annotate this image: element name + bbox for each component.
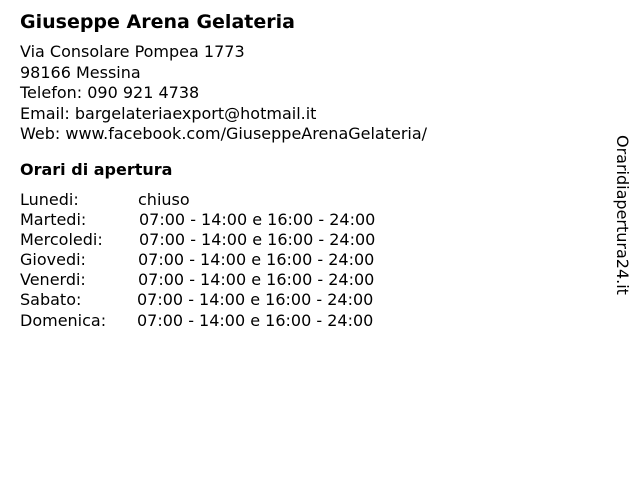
- time-value: chiuso: [138, 189, 190, 209]
- time-value: 07:00 - 14:00 e 16:00 - 24:00: [139, 209, 376, 229]
- web-line: Web: www.facebook.com/GiuseppeArenaGelateria/: [20, 124, 428, 143]
- city-line: 98166 Messina: [20, 62, 141, 82]
- email-line: Email: bargelateriaexport@hotmail.it: [20, 103, 317, 123]
- day-label: Venerdi:: [20, 270, 86, 290]
- hours-row-sabato: [20, 290, 600, 310]
- time-value: 07:00 - 14:00 e 16:00 - 24:00: [138, 270, 375, 290]
- day-label: Lunedi:: [20, 189, 79, 209]
- hours-row-lunedi: [20, 190, 600, 210]
- time-value: 07:00 - 14:00 e 16:00 - 24:00: [137, 310, 374, 330]
- hours-row-domenica: [20, 311, 600, 331]
- phone-line: Telefon: 090 921 4738: [20, 83, 200, 102]
- day-label: Mercoledi:: [20, 229, 103, 249]
- time-value: 07:00 - 14:00 e 16:00 - 24:00: [137, 290, 374, 310]
- contact-block: [20, 42, 600, 145]
- hours-row-martedi: [20, 210, 600, 230]
- day-label: Domenica:: [20, 310, 107, 330]
- hours-row-venerdi: [20, 270, 600, 290]
- hours-row-giovedi: [20, 250, 600, 270]
- day-label: Giovedi:: [20, 250, 86, 270]
- business-card: [20, 10, 600, 331]
- hours-row-mercoledi: [20, 230, 600, 250]
- business-name: Giuseppe Arena Gelateria: [20, 11, 295, 33]
- site-brand-vertical: Oraridiapertura24.it: [613, 135, 632, 295]
- time-value: 07:00 - 14:00 e 16:00 - 24:00: [139, 229, 376, 249]
- day-label: Sabato:: [20, 290, 82, 310]
- address-line: Via Consolare Pompea 1773: [20, 42, 245, 61]
- time-value: 07:00 - 14:00 e 16:00 - 24:00: [138, 250, 375, 270]
- hours-table: [20, 190, 600, 331]
- day-label: Martedi:: [20, 209, 87, 229]
- hours-title: Orari di apertura: [20, 159, 173, 179]
